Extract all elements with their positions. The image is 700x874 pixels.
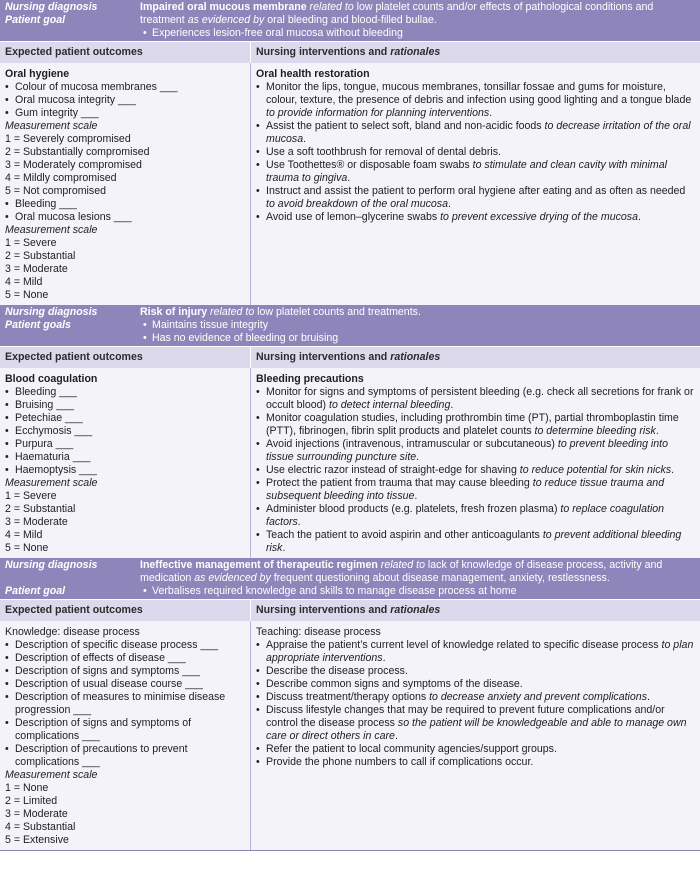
list-item: • Use electric razor instead of straight-edge for shaving to reduce potential for skin nicks. — [256, 464, 696, 477]
list-item: • Haemoptysis ___ — [5, 464, 246, 477]
list-item: • Describe the disease process. — [256, 665, 696, 678]
section-body-2 — [0, 368, 700, 558]
outcomes-column — [0, 621, 250, 850]
interventions-header: Nursing interventions and rationales — [250, 600, 700, 621]
intervention-title: Teaching: disease process — [256, 626, 381, 638]
list-item: • Refer the patient to local community agencies/support groups. — [256, 743, 696, 756]
list-item: • Bruising ___ — [5, 399, 246, 412]
patient-goal: • Maintains tissue integrity — [140, 319, 696, 332]
patient-goals-label: Patient goals — [5, 319, 71, 331]
scale-title: Measurement scale — [5, 120, 98, 132]
outcomes-header: Expected patient outcomes — [5, 604, 143, 616]
scale-item: 5 = None — [5, 289, 49, 301]
interventions-column — [250, 63, 700, 305]
scale-item: 1 = Severe — [5, 237, 57, 249]
list-item: • Discuss treatment/therapy options to decrease anxiety and prevent complications. — [256, 691, 696, 704]
list-item: • Use Toothettes® or disposable foam swabs to stimulate and clean cavity with minimal trauma to gingiva. — [256, 159, 696, 185]
diagnosis-title: Risk of injury — [140, 306, 208, 318]
scale-item: 1 = Severely compromised — [5, 133, 131, 145]
outcomes-header: Expected patient outcomes — [5, 351, 143, 363]
patient-goal: • Verbalises required knowledge and skills to manage disease process at home — [140, 585, 696, 598]
outcome-list — [5, 81, 246, 120]
interventions-header: Nursing interventions and rationales — [250, 42, 700, 63]
list-item: • Protect the patient from trauma that may cause bleeding to reduce tissue trauma and subsequent bleeding into tissue. — [256, 477, 696, 503]
intervention-list — [256, 386, 696, 555]
diagnosis-row-2 — [0, 305, 700, 346]
nursing-diagnosis-label: Nursing diagnosis — [5, 306, 98, 318]
diagnosis-text: Impaired oral mucous membrane related to low platelet counts and/or effects of pathological conditions and treatment as evidenced by oral bleeding and blood-filled bullae. • Experiences lesion-free oral mucosa without bleeding — [140, 1, 700, 40]
scale-item: 3 = Moderately compromised — [5, 159, 142, 171]
list-item: • Ecchymosis ___ — [5, 425, 246, 438]
list-item: • Describe common signs and symptoms of the disease. — [256, 678, 696, 691]
scale-title: Measurement scale — [5, 477, 98, 489]
list-item: • Haematuria ___ — [5, 451, 246, 464]
interventions-header: Nursing interventions and rationales — [250, 347, 700, 368]
patient-goal: • Experiences lesion-free oral mucosa without bleeding — [140, 27, 696, 40]
list-item: • Discuss lifestyle changes that may be required to prevent future complications and/or control the disease process so the patient will be knowledgeable and able to manage own care or direct others in care. — [256, 704, 696, 743]
scale-item: 4 = Mild — [5, 529, 43, 541]
diagnosis-row-1 — [0, 0, 700, 41]
list-item: • Avoid injections (intravenous, intramuscular or subcutaneous) to prevent bleeding into tissue surrounding puncture site. — [256, 438, 696, 464]
outcome-title: Oral hygiene — [5, 68, 70, 80]
list-item: • Description of specific disease process ___ — [5, 639, 246, 652]
list-item: • Avoid use of lemon–glycerine swabs to prevent excessive drying of the mucosa. — [256, 211, 696, 224]
diagnosis-text: Ineffective management of therapeutic regimen related to lack of knowledge of disease process, activity and medication as evidenced by frequent questioning about disease management, anxiety, restlessness. • Verbalises required knowledge and skills to manage disease process at home — [140, 559, 700, 598]
diagnosis-title: Impaired oral mucous membrane — [140, 1, 307, 13]
intervention-list — [256, 639, 696, 769]
list-item: • Purpura ___ — [5, 438, 246, 451]
scale-item: 3 = Moderate — [5, 516, 68, 528]
column-header-row — [0, 41, 700, 63]
nursing-diagnosis-label: Nursing diagnosis — [5, 1, 98, 13]
column-header-row — [0, 346, 700, 368]
scale-item: 3 = Moderate — [5, 263, 68, 275]
scale-title: Measurement scale — [5, 769, 98, 781]
list-item: • Description of precautions to prevent complications ___ — [5, 743, 246, 769]
scale-item: 5 = Extensive — [5, 834, 69, 846]
section-body-3 — [0, 621, 700, 850]
scale-item: 5 = Not compromised — [5, 185, 106, 197]
list-item: • Petechiae ___ — [5, 412, 246, 425]
interventions-column — [250, 368, 700, 558]
list-item: • Assist the patient to select soft, bland and non-acidic foods to decrease irritation of the oral mucosa. — [256, 120, 696, 146]
outcome-list — [5, 386, 246, 477]
outcome-title: Blood coagulation — [5, 373, 98, 385]
list-item: • Oral mucosa integrity ___ — [5, 94, 246, 107]
intervention-title: Oral health restoration — [256, 68, 370, 80]
outcome-title: Knowledge: disease process — [5, 626, 140, 638]
list-item: • Oral mucosa lesions ___ — [5, 211, 246, 224]
list-item: • Provide the phone numbers to call if complications occur. — [256, 756, 696, 769]
section-body-1 — [0, 63, 700, 305]
outcomes-column — [0, 368, 250, 558]
list-item: • Description of signs and symptoms ___ — [5, 665, 246, 678]
list-item: • Monitor coagulation studies, including prothrombin time (PT), partial thromboplastin time (PTT), fibrinogen, fibrin split products and platelet counts to determine bleeding risk. — [256, 412, 696, 438]
list-item: • Monitor the lips, tongue, mucous membranes, tonsillar fossae and gums for moisture, colour, texture, the presence of debris and infection using good lighting and a tongue blade to provide information for planning interventions. — [256, 81, 696, 120]
list-item: • Description of effects of disease ___ — [5, 652, 246, 665]
outcome-list — [5, 198, 246, 224]
column-header-row — [0, 599, 700, 621]
scale-item: 4 = Mild — [5, 276, 43, 288]
interventions-column — [250, 621, 700, 850]
list-item: • Colour of mucosa membranes ___ — [5, 81, 246, 94]
outcomes-header: Expected patient outcomes — [5, 46, 143, 58]
scale-item: 2 = Substantial — [5, 250, 76, 262]
scale-item: 1 = None — [5, 782, 49, 794]
scale-title: Measurement scale — [5, 224, 98, 236]
list-item: • Bleeding ___ — [5, 198, 246, 211]
list-item: • Monitor for signs and symptoms of persistent bleeding (e.g. check all secretions for frank or occult blood) to detect internal bleeding. — [256, 386, 696, 412]
scale-item: 3 = Moderate — [5, 808, 68, 820]
list-item: • Bleeding ___ — [5, 386, 246, 399]
list-item: • Administer blood products (e.g. platelets, fresh frozen plasma) to replace coagulation factors. — [256, 503, 696, 529]
list-item: • Description of signs and symptoms of complications ___ — [5, 717, 246, 743]
patient-goal-label: Patient goal — [5, 14, 66, 26]
scale-item: 2 = Substantially compromised — [5, 146, 150, 158]
diagnosis-title: Ineffective management of therapeutic regimen — [140, 559, 378, 571]
list-item: • Gum integrity ___ — [5, 107, 246, 120]
intervention-title: Bleeding precautions — [256, 373, 364, 385]
patient-goal-label: Patient goal — [5, 585, 66, 597]
patient-goal: • Has no evidence of bleeding or bruising — [140, 332, 696, 345]
outcome-list — [5, 639, 246, 769]
list-item: • Description of measures to minimise disease progression ___ — [5, 691, 246, 717]
diagnosis-row-3 — [0, 558, 700, 599]
scale-item: 5 = None — [5, 542, 49, 554]
diagnosis-text: Risk of injury related to low platelet counts and treatments. • Maintains tissue integrity • Has no evidence of bleeding or bruising — [140, 306, 700, 345]
scale-item: 2 = Limited — [5, 795, 58, 807]
list-item: • Use a soft toothbrush for removal of dental debris. — [256, 146, 696, 159]
scale-item: 1 = Severe — [5, 490, 57, 502]
scale-item: 2 = Substantial — [5, 503, 76, 515]
list-item: • Teach the patient to avoid aspirin and other anticoagulants to prevent additional bleeding risk. — [256, 529, 696, 555]
scale-item: 4 = Mildly compromised — [5, 172, 117, 184]
list-item: • Description of usual disease course ___ — [5, 678, 246, 691]
nursing-diagnosis-label: Nursing diagnosis — [5, 559, 98, 571]
list-item: • Appraise the patient’s current level of knowledge related to specific disease process to plan appropriate interventions. — [256, 639, 696, 665]
scale-item: 4 = Substantial — [5, 821, 76, 833]
intervention-list — [256, 81, 696, 224]
outcomes-column — [0, 63, 250, 305]
list-item: • Instruct and assist the patient to perform oral hygiene after eating and as often as needed to avoid breakdown of the oral mucosa. — [256, 185, 696, 211]
